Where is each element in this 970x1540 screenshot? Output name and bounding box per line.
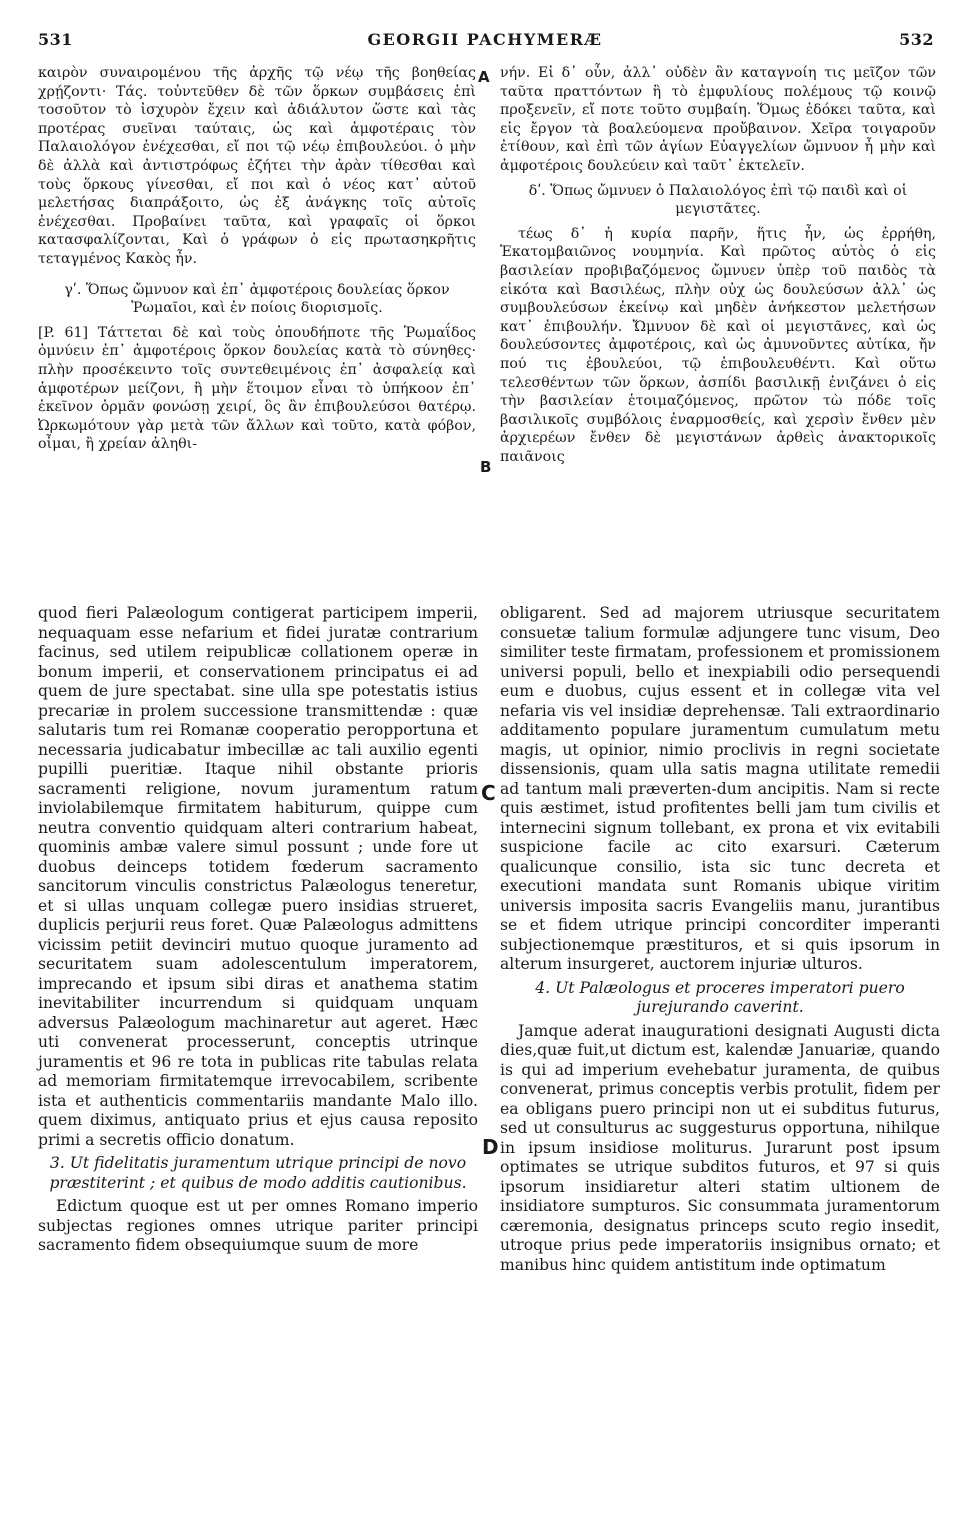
greek-paragraph: καιρὸν συναιρομένου τῆς ἀρχῆς τῷ νέῳ τῆς βοηθείας χρῄζοντι· Τάς. τοὐντεῦθεν δὲ τῶν ὅρκων συμβάσεις ἐπὶ τοσοῦτον τὸ ἰσχυρὸν ἔχειν καὶ ἀδιάλυτον ὥστε καὶ τὰς προτέρας συεῖναι ταύταις, ὡς καὶ ἀμφοτέραις τὸν Παλαιολόγον ἐνέχεσθαι, εἴ ποι τῷ νέῳ ἐπιβουλεύοι. ὁ μὴν δὲ ἀλλὰ καὶ ἀντιστρόφως ἐζήτει τὴν ἀρὰν τίθεσθαι καὶ τοὺς ὅρκους γίνεσθαι, εἴ ποι καὶ ὁ νέος κατ᾽ αὐτοῦ μελετήσας διαπράξοιτο, ὡς ἐξ ἀνάγκης τοῖς αὐτοῖς ἐνέχεσθαι. Προβαίνει ταῦτα, καὶ γραφαῖς οἱ ὅρκοι κατασφαλίζονται, Καὶ ὁ γράφων ὁ εἰς πρωτασηκρῆτις τεταγμένος Κακὸς ἦν. <box>38 65 476 267</box>
latin-paragraph: obligarent. Sed ad majorem utriusque securitatem consuetæ talium formulæ adjungere tunc visum, Deo similiter teste firmatam, professionem et promissionem universi populi, bello et inexpiabili odio persequendi eum e duobus, cujus essent et in collegæ vita vel nefaria vis vel insidiæ deprehensæ. Tali extraordinario additamento populare juramentum cumulatum metu magis, ut opinior, nimio proclivis in regni societate dissensionis, quam ulla satis magna utilitate remedii ad tantum mali præverten-dum ancipitis. Nam si recte quis æstimet, istud profitentes belli jam tum civilis et internecini signum tollebant, ex prona et vix evitabili suspicione facile ac cito exarsuri. Cæterum qualicunque consilio, ista sic tunc decreta et executioni mandata sunt Romanis ubique viritim universis imposita sacris Evangeliis manu, jurantibus se et fidem utrique principi concorditer imperanti subjectionemque præstituros, et si quis ipsorum in alterum insurgeret, auctorem injuriæ ulturos. <box>500 604 940 973</box>
latin-paragraph: quod fieri Palæologum contigerat participem imperii, nequaquam esse nefarium et fidei juratæ contrarium facinus, sed utilem reipublicæ collationem operæ in bonum imperii, et conservationem principatus ei ad quem de jure spectabat. sine ulla spe potestatis istius precariæ in prolem successione transmittendæ : quæ salutaris tum rei Romanæ cooperatio peropportuna et necessaria judicabatur imbecillæ ac tali auxilio egenti pupilli pueritiæ. Itaque nihil obstante prioris sacramenti religione, novum juramentum ratum inviolabilemque firmitatem habiturum, quippe cum neutra conventio quidquam alteri contrarium habeat, quominis ambæ valere simul possunt ; unde fore ut duobus deinceps totidem fœderum sacramento sancitorum vinculis constrictus Palæologus teneretur, et si ullas unquam collegæ puero insidias strueret, duplicis perjurii reus foret. Quæ Palæologus admittens vicissim petiit devinciri mutuo quoque juramento ad securitatem suam adolescentulum imperatorem, imprecando et ipsum sibi diras et anathema statim inevitabiliter incurrendum si quidquam unquam adversus Palæologum machinaretur aut ageret. Hæc uti convenerat processerunt, conceptis utrinque juramentis et 96 re tota in publicas rite tabulas relata ad memoriam firmitatemque irrevocabilem, scribente ista et authenticis commentariis mandante Malo illo. quem diximus, antiquato prius et ejus causa reposito primi a secretis officio donatum. <box>38 604 478 1149</box>
greek-paragraph: νήν. Εἰ δ᾽ οὖν, ἀλλ᾽ οὐδὲν ἂν καταγνοίη τις μεῖζον τῶν ταῦτα πραττόντων ἢ τὸ ἐμφυλίους πολέμους τῷ κοινῷ προξενεῖν, εἴ ποτε τοῦτο συμβαίη. Ὅμως ἐδόκει ταῦτα, καὶ εἰς ἔργον τὰ βοαλεύομενα προὔβαινον. Χεῖρα τοιγαροῦν ἐτίθουν, καὶ ἐπὶ τῶν ἁγίων Εὐαγγελίων ὤμνυον ἦ μὴν καὶ ἀμφοτέροις δουλεύειν καὶ ταῦτ᾽ ἐκτελεῖν. <box>500 65 936 174</box>
greek-column-right <box>500 64 936 466</box>
margin-marker-d: D <box>482 1135 499 1159</box>
latin-paragraph: Edictum quoque est ut per omnes Romano imperio subjectas regiones omnes utrique pariter principi sacramento fidem obsequiumque suum de more <box>38 1197 478 1254</box>
latin-column-left <box>38 604 478 1256</box>
margin-marker-a: A <box>478 68 490 86</box>
running-title: GEORGII PACHYMERÆ <box>367 30 603 49</box>
margin-marker-b: B <box>480 458 492 476</box>
margin-marker-c: C <box>481 781 496 805</box>
latin-paragraph: Jamque aderat inaugurationi designati Augusti dicta dies,quæ fuit,ut dictum est, kalendæ Januariæ, quando is qui ad imperium evehebatur juramenta, de quibus convenerat, primus conceptis verbis protulit, fidem per ea obligans puero principi non ut ei subditus futurus, sed ut consulturus ac suggesturus opportuna, nihilque in ipsum insidiose moliturus. Jurarunt post ipsum optimates se utrique subditos futuros, et 97 si quis ipsorum insidiaretur alteri statim ultionem de insidiatore sumpturos. Sic consummata juramentorum cæremonia, designatus princeps scuto regio insedit, utroque prius pede imperatoriis insignibus ornato; et manibus hinc quidem antistitum inde optimatum <box>500 1021 940 1274</box>
page-number-left: 531 <box>38 30 73 49</box>
latin-section-heading: 3. Ut fidelitatis juramentum utrique principi de novo præstiterint ; et quibus de modo additis cautionibus. <box>49 1154 467 1192</box>
greek-section-heading: δʹ. Ὅπως ὤμνυεν ὁ Παλαιολόγος ἐπὶ τῷ παιδὶ καὶ οἱ μεγιστᾶτες. <box>528 182 908 218</box>
greek-paragraph: τέως δ᾽ ἡ κυρία παρῆν, ἥτις ἦν, ὡς ἐρρήθη, Ἑκατομβαιῶνος νουμηνία. Καὶ πρῶτος αὐτὸς ὁ εἰς βασιλείαν προβιβαζόμενος ὤμνυεν ὑπὲρ τοῦ παιδὸς τὰ εἰκότα καὶ Βασιλέως, πλὴν οὐχ ὡς δουλεύσων ἀλλ᾽ ὡς συμβουλεύσων ἐκείνῳ καὶ μηδὲν ἀνήκεστον μελετήσων κατ᾽ ἐπιβουλήν. Ὤμνυον δὲ καὶ οἱ μεγιστᾶνες, καὶ ὡς δουλεύσοντες ἀμφοτέροις, καὶ ὡς ἀμυνοῦντες αὐτίκα, ἤν πού τις ἐβουλεύοι, τῷ ἐπιβουλευθέντι. Καὶ οὕτω τελεσθέντων τῶν ὅρκων, ἀσπίδι βασιλικῇ ἐνιζάνει ὁ εἰς τὴν βασιλείαν ἑτοιμαζόμενος, πρῶτον τὼ πόδε τοῖς βασιλικοῖς συμβόλοις ἐναρμοσθείς, καὶ χερσὶν ἔνθεν μὲν ἀρχιερέων ἔνθεν δὲ μεγιστάνων ἀρθεὶς ἀνακτορικοῖς παιᾶνοις <box>500 225 936 465</box>
greek-column-left <box>38 64 476 454</box>
latin-column-right <box>500 604 940 1275</box>
latin-section-heading: 4. Ut Palæologus et proceres imperatori puero jurejurando caverint. <box>535 978 905 1016</box>
greek-section-heading: γʹ. Ὅπως ὤμνυον καὶ ἐπ᾽ ἀμφοτέροις δουλείας ὅρκον Ῥωμαῖοι, καὶ ἐν ποίοις διορισμοῖς. <box>64 281 450 317</box>
page-number-right: 532 <box>899 30 934 49</box>
greek-paragraph: [P. 61] Τάττεται δὲ καὶ τοὺς ὁπουδήποτε τῆς Ῥωμαΐδος ὀμνύειν ἐπ᾽ ἀμφοτέροις ὅρκον δουλείας κατὰ τὸ σύνηθες· πλὴν προσέκειντο τοῖς συντεθειμένοις ἐπ᾽ ἀσφαλείᾳ καὶ ἀμφοτέρων μείζονι, ἢ μὴν ἕτοιμον εἶναι τὸ ὑπήκοον ἐπ᾽ ἐκεῖνον ὁρμᾶν φονώσῃ χειρί, ὃς ἂν ἐπιβουλεύσοι θατέρῳ. Ὠρκωμότουν γὰρ μετὰ τῶν ἄλλων καὶ τοῦτο, κατὰ φόβον, οἶμαι, ἢ χρείαν ἀληθι- <box>38 324 476 453</box>
